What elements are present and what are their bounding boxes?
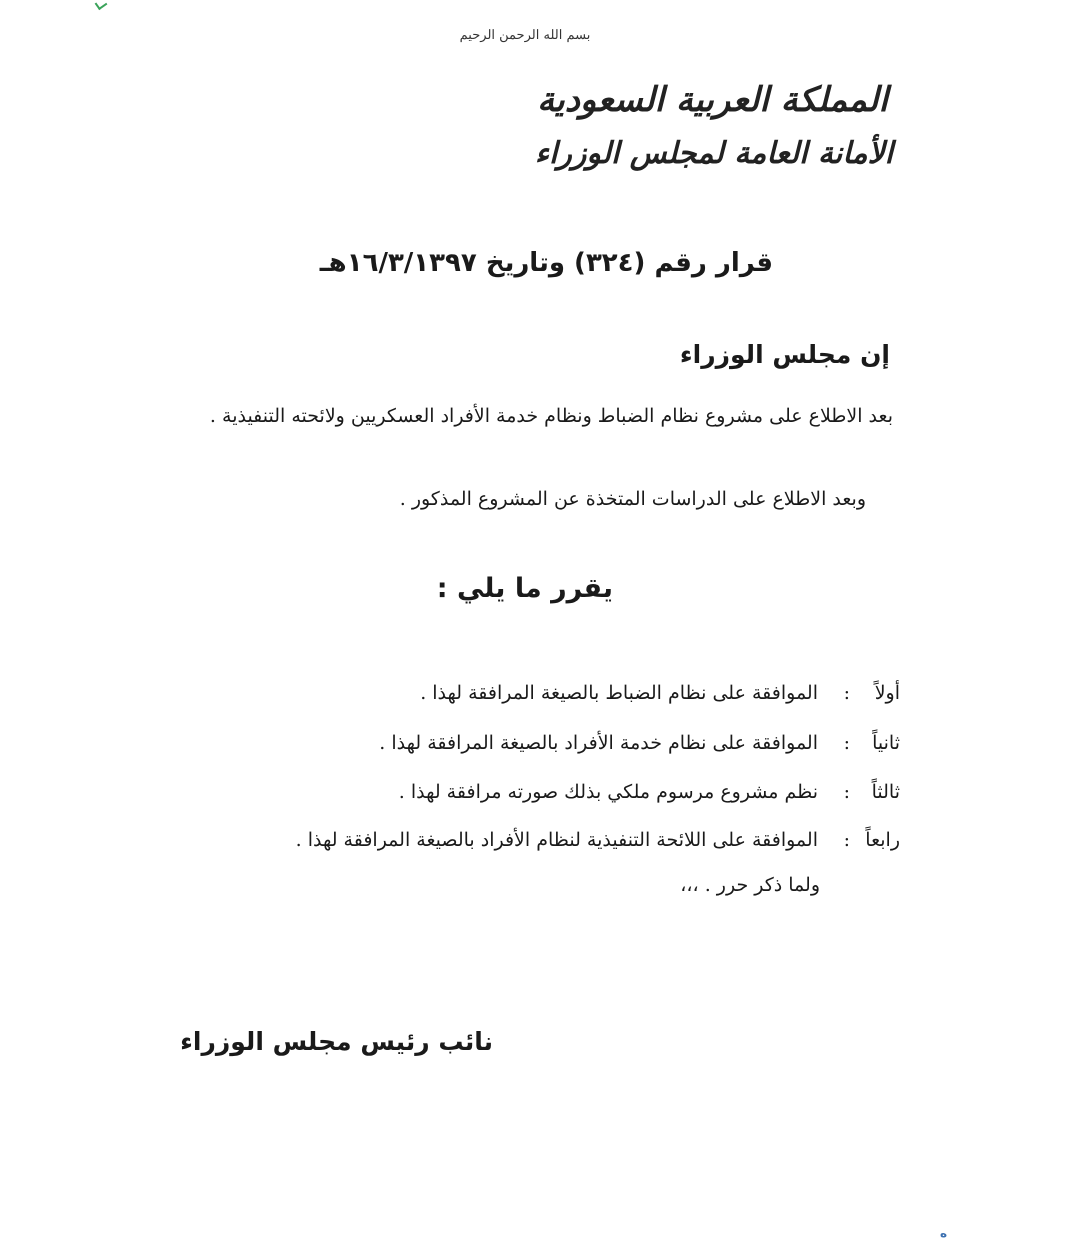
closing-line: ولما ذكر حرر . ،،، <box>680 874 820 896</box>
item-label: ثالثاً <box>871 781 900 803</box>
item-colon: : <box>843 732 850 754</box>
decision-title: قرار رقم (٣٢٤) وتاريخ ١٦/٣/١٣٩٧هـ <box>319 248 773 278</box>
item-text: الموافقة على نظام الضباط بالصيغة المرافقة لهذا . <box>420 682 818 704</box>
item-label: ثانياً <box>872 732 900 754</box>
decision-item <box>280 777 900 807</box>
item-text: الموافقة على اللائحة التنفيذية لنظام الأفراد بالصيغة المرافقة لهذا . <box>295 829 818 851</box>
decision-item <box>280 728 900 758</box>
item-text: الموافقة على نظام خدمة الأفراد بالصيغة المرافقة لهذا . <box>379 732 818 754</box>
item-label: أولاً <box>874 682 900 704</box>
preamble-paragraph-1: بعد الاطلاع على مشروع نظام الضباط ونظام خدمة الأفراد العسكريين ولائحته التنفيذية . <box>209 405 893 427</box>
basmala: بسم الله الرحمن الرحيم <box>459 28 591 43</box>
decision-item <box>280 678 900 708</box>
decision-item <box>280 825 900 855</box>
item-colon: : <box>843 781 850 803</box>
item-colon: : <box>843 682 850 704</box>
preamble-paragraph-2: وبعد الاطلاع على الدراسات المتخذة عن المشروع المذكور . <box>399 488 866 510</box>
council-heading: إن مجلس الوزراء <box>679 340 890 369</box>
decides-heading: يقرر ما يلي : <box>436 573 613 604</box>
letterhead-kingdom: المملكة العربية السعودية <box>537 80 888 120</box>
letterhead-general-secretariat: الأمانة العامة لمجلس الوزراء <box>534 136 893 171</box>
item-colon: : <box>843 829 850 851</box>
signature-title: نائب رئيس مجلس الوزراء <box>180 1027 493 1056</box>
item-text: نظم مشروع مرسوم ملكي بذلك صورته مرافقة لهذا . <box>398 781 818 803</box>
green-check-mark <box>95 0 108 10</box>
corner-mark: ه <box>940 1226 948 1240</box>
item-label: رابعاً <box>865 829 900 851</box>
